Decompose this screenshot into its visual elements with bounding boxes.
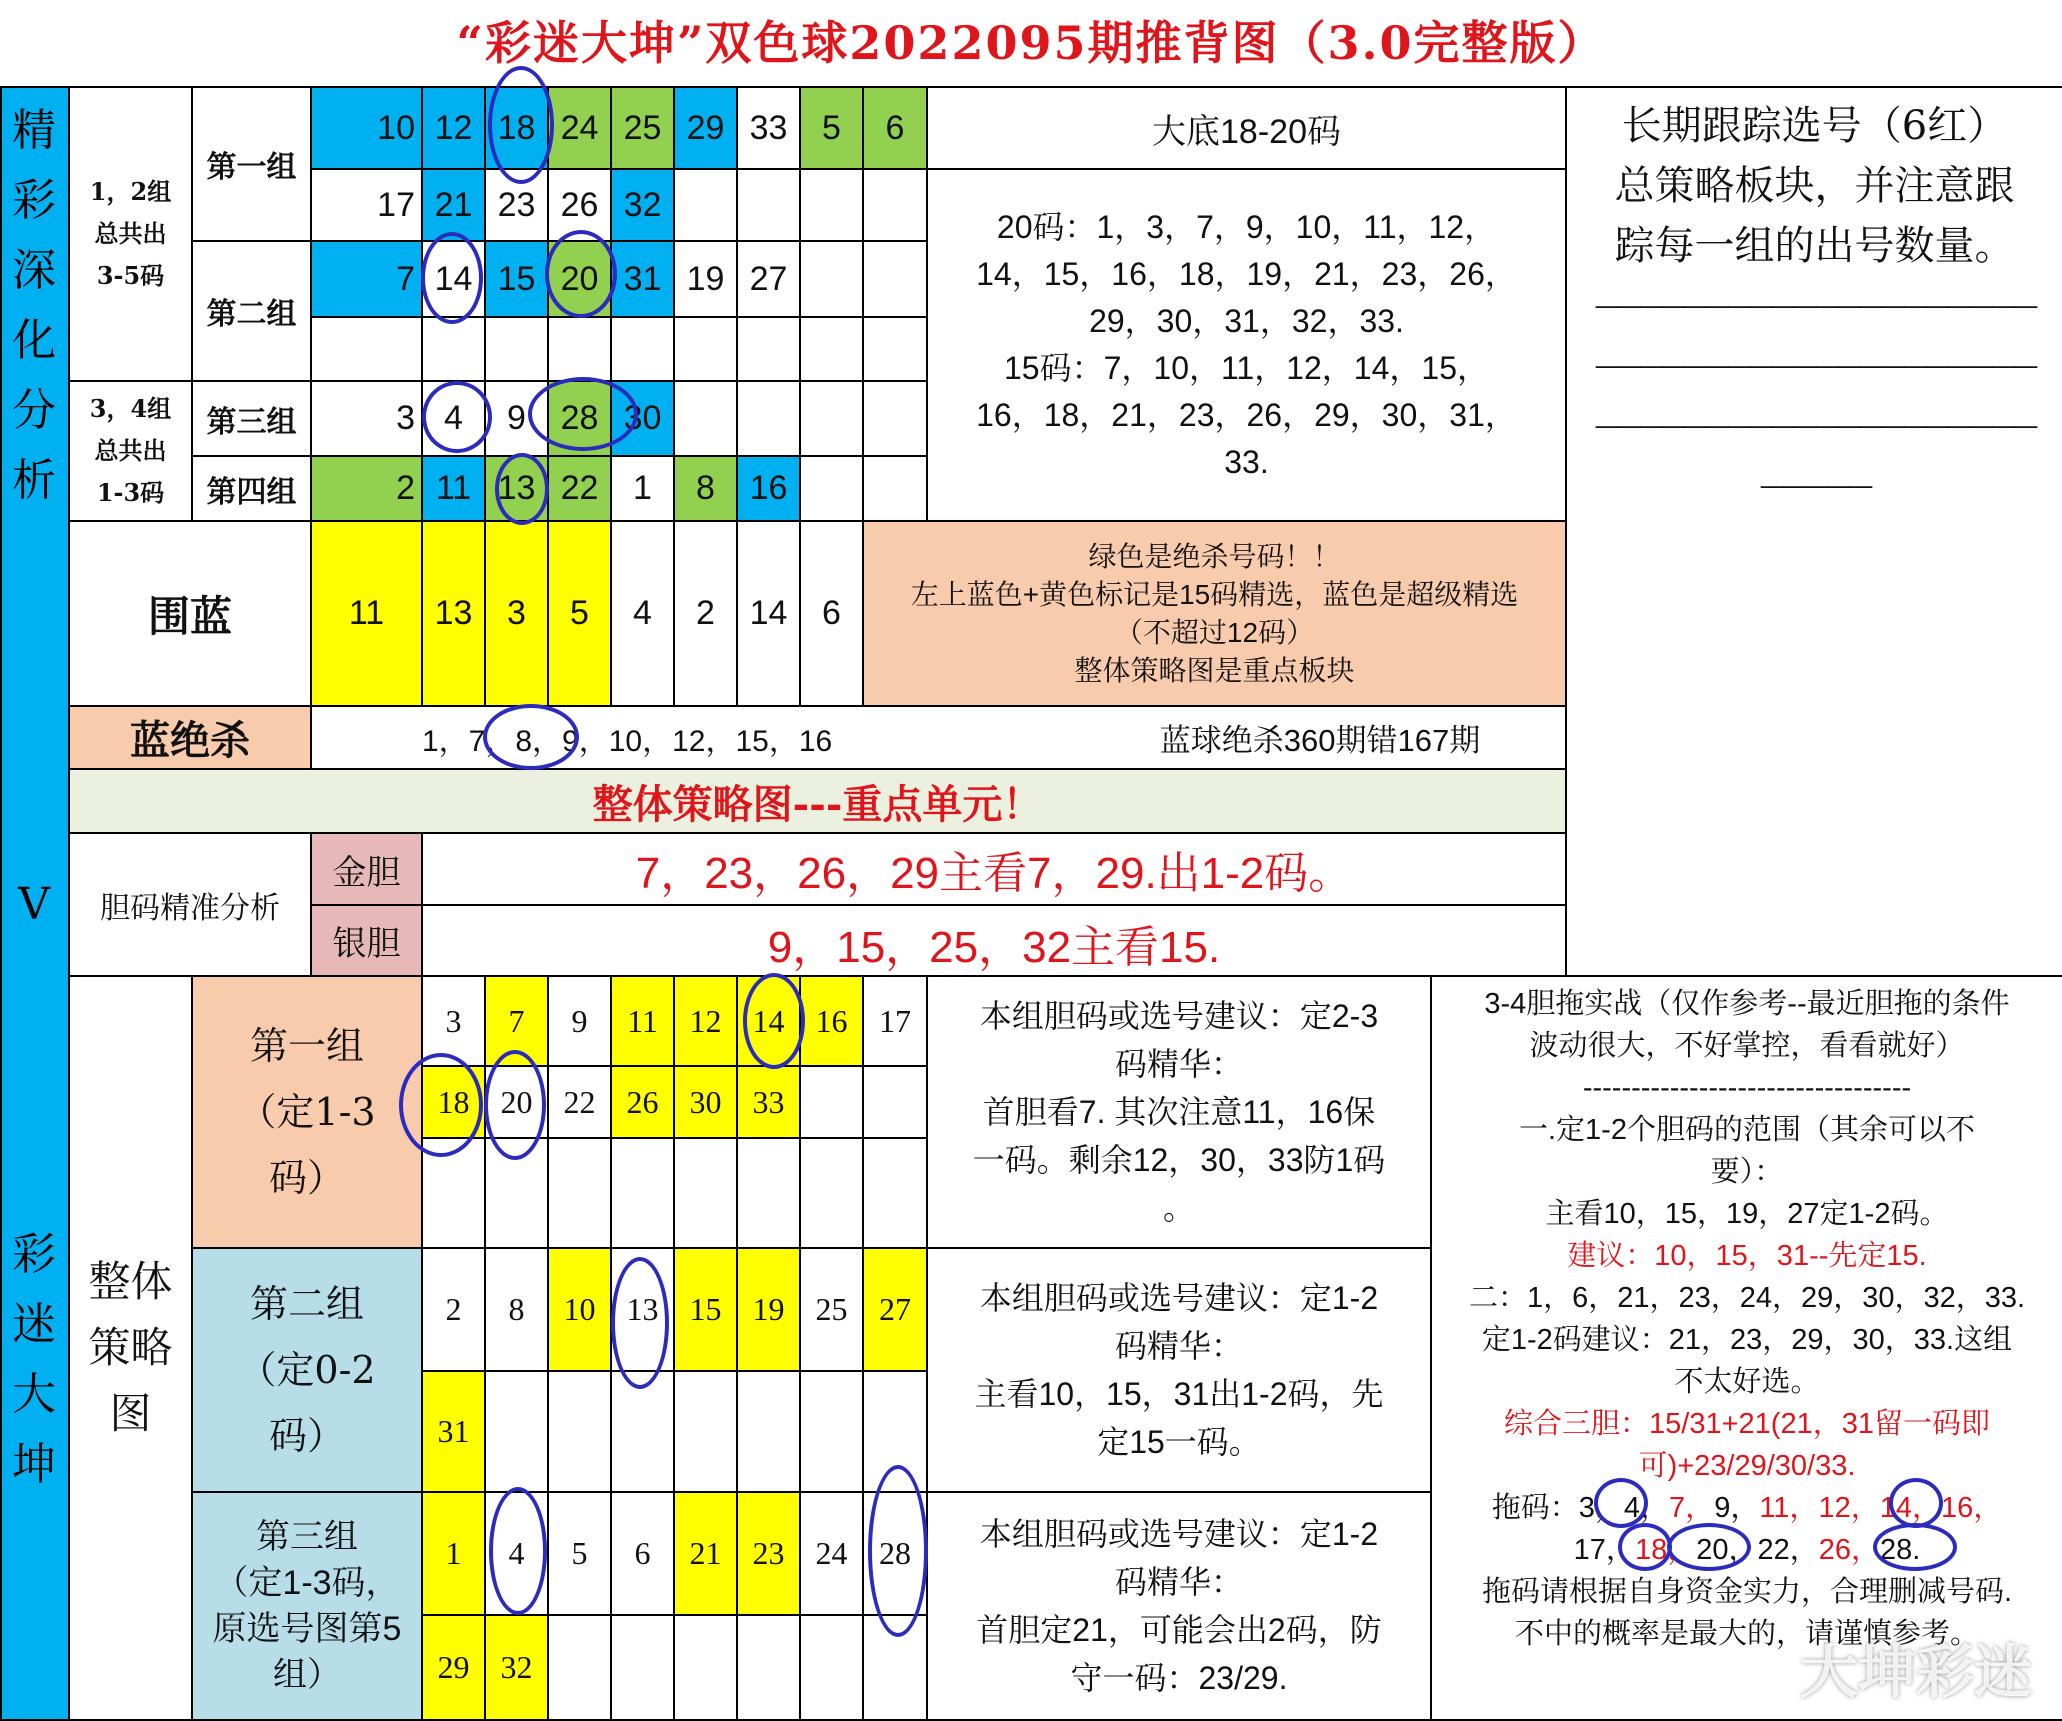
- side-label-v: V: [18, 879, 50, 930]
- group-2-advice: 本组胆码或选号建议：定1-2 码精华： 主看10，15，31出1-2码，先 定15一码。: [926, 1247, 1432, 1493]
- empty-cell: [484, 1370, 549, 1493]
- group-1-advice: 本组胆码或选号建议：定2-3 码精华： 首胆看7. 其次注意11，16保 一码。剩余12，30，33防1码 。: [926, 975, 1432, 1249]
- number-cell: 21: [673, 1491, 738, 1616]
- number-cell: 13: [484, 455, 549, 522]
- circle-8: [483, 704, 579, 770]
- circle-18-strategy: [399, 1053, 483, 1157]
- circle-20: [545, 230, 617, 318]
- number-cell: 4: [484, 1491, 549, 1616]
- circle-tuo-18: [1618, 1523, 1672, 1571]
- number-cell: 9: [484, 380, 549, 457]
- number-cell: 17: [310, 168, 423, 242]
- weilan-number: 5: [547, 520, 612, 707]
- empty-cell: [736, 316, 801, 382]
- number-cell: 16: [736, 455, 801, 522]
- note-groups-3-4: 3，4组 总共出 1-3码: [68, 380, 193, 522]
- number-cell: 30: [673, 1065, 738, 1139]
- empty-cell: [673, 316, 738, 382]
- empty-cell: [310, 316, 423, 382]
- strategy-group-1-label: 第一组 （定1-3 码）: [191, 975, 423, 1249]
- number-cell: 32: [610, 168, 675, 242]
- number-cell: 28: [547, 380, 612, 457]
- number-cell: 22: [547, 455, 612, 522]
- number-cell: 7: [484, 975, 549, 1067]
- weilan-number: 4: [610, 520, 675, 707]
- watermark: 大坤彩迷: [1799, 1640, 2032, 1705]
- number-cell: 7: [310, 240, 423, 318]
- circle-tuo-28: [1873, 1523, 1957, 1571]
- weilan-label: 围蓝: [68, 520, 312, 707]
- empty-cell: [862, 380, 928, 457]
- number-cell: 11: [421, 455, 486, 522]
- empty-cell: [799, 380, 864, 457]
- number-cell: 21: [421, 168, 486, 242]
- empty-cell: [610, 1614, 675, 1721]
- number-cell: 33: [736, 1065, 801, 1139]
- number-cell: 6: [610, 1491, 675, 1616]
- empty-cell: [862, 455, 928, 522]
- empty-cell: [736, 1614, 801, 1721]
- empty-cell: [547, 1370, 612, 1493]
- number-cell: 6: [862, 86, 928, 170]
- danma-label: 胆码精准分析: [68, 832, 312, 977]
- weilan-number: 6: [799, 520, 864, 707]
- circle-4-strategy: [489, 1487, 547, 1615]
- empty-cell: [421, 316, 486, 382]
- number-cell: 20: [547, 240, 612, 318]
- lanjuesha-record: 蓝球绝杀360期错167期: [1159, 723, 1481, 758]
- note-groups-1-2: 1，2组 总共出 3-5码: [68, 86, 193, 382]
- weilan-number: 11: [310, 520, 423, 707]
- gold-label: 金胆: [310, 832, 423, 906]
- number-cell: 19: [736, 1247, 801, 1372]
- number-cell: 17: [862, 975, 928, 1067]
- number-cell: 1: [421, 1491, 486, 1616]
- empty-cell: [736, 1370, 801, 1493]
- number-cell: 11: [610, 975, 675, 1067]
- number-cell: 20: [484, 1065, 549, 1139]
- empty-cell: [862, 168, 928, 242]
- number-cell: 12: [421, 86, 486, 170]
- circle-tuo-14: [1889, 1478, 1943, 1528]
- number-cell: 31: [610, 240, 675, 318]
- strategy-label: 整体 策略 图: [68, 975, 193, 1721]
- number-cell: 5: [547, 1491, 612, 1616]
- number-cell: 30: [610, 380, 675, 457]
- page-title: “彩迷大坤”双色球2022095期推背图（3.0完整版）: [456, 16, 1606, 70]
- empty-cell: [799, 1614, 864, 1721]
- number-cell: 25: [610, 86, 675, 170]
- empty-cell: [862, 240, 928, 318]
- empty-cell: [799, 240, 864, 318]
- circle-4: [422, 381, 492, 453]
- group-label-3: 第三组: [191, 380, 312, 457]
- weilan-number: 13: [421, 520, 486, 707]
- empty-cell: [484, 316, 549, 382]
- strategy-group-3-label: 第三组 （定1-3码， 原选号图第5 组）: [191, 1491, 423, 1721]
- weilan-number: 2: [673, 520, 738, 707]
- circle-28: [528, 377, 638, 451]
- circle-28-strategy: [868, 1465, 928, 1637]
- number-cell: 13: [610, 1247, 675, 1372]
- number-cell: 32: [484, 1614, 549, 1721]
- dantuo-panel: 3-4胆拖实战（仅作参考--最近胆拖的条件 波动很大，不好掌控，看看就好） ---------------------------------- 一.定1-2个胆码的范围（其余可以不 要）： 主看10，15，19，27定1-2码。 建议：10，15，31--先定15. 二：1，6，21，23，24，29，30，32，33. 定1-2码建议：21，23，29，30，33.这组 不太好选。 综合三胆：15/31+21(21，31留一码即 可)+23/29/30/33. 拖码：3，4，7，9，11，12，14，16， 17，18，20，22，26，28. 拖码请根据自身资金实力，合理删减号码. 不中的概率是最大的，请谨慎参考。: [1430, 975, 2062, 1721]
- circle-tuo-4: [1594, 1478, 1648, 1528]
- circle-18: [488, 66, 554, 184]
- number-cell: 15: [484, 240, 549, 318]
- group-label-1: 第一组: [191, 86, 312, 242]
- group-label-4: 第四组: [191, 455, 312, 522]
- empty-cell: [799, 1065, 864, 1139]
- number-cell: 23: [736, 1491, 801, 1616]
- empty-cell: [547, 1614, 612, 1721]
- number-cell: 22: [547, 1065, 612, 1139]
- group-3-advice: 本组胆码或选号建议：定1-2 码精华： 首胆定21，可能会出2码，防 守一码：23/29.: [926, 1491, 1432, 1721]
- number-cell: 2: [421, 1247, 486, 1372]
- tracking-note: 长期跟踪选号（6红） 总策略板块，并注意跟 踪每一组的出号数量。 ———————————————————— ———————————————————— ———————————————————— —————: [1565, 86, 2062, 977]
- strategy-banner: 整体策略图---重点单元！: [68, 768, 1567, 834]
- circle-13: [495, 453, 549, 525]
- empty-cell: [610, 316, 675, 382]
- number-cell: 3: [421, 975, 486, 1067]
- number-cell: 14: [421, 240, 486, 318]
- empty-cell: [673, 1614, 738, 1721]
- number-cell: 29: [673, 86, 738, 170]
- empty-cell: [799, 1137, 864, 1249]
- silver-text: 9，15，25，32主看15.: [421, 904, 1567, 977]
- number-cell: 10: [547, 1247, 612, 1372]
- circle-13-strategy: [611, 1257, 669, 1389]
- side-label-bottom: 彩 迷 大 坤: [12, 1229, 56, 1490]
- number-cell: 9: [547, 975, 612, 1067]
- number-cell: 12: [673, 975, 738, 1067]
- empty-cell: [673, 168, 738, 242]
- number-cell: 18: [421, 1065, 486, 1139]
- number-cell: 15: [673, 1247, 738, 1372]
- circle-14-strategy: [743, 973, 805, 1069]
- number-cell: 23: [484, 168, 549, 242]
- gold-text: 7，23，26，29主看7，29.出1-2码。: [421, 832, 1567, 906]
- number-cell: 33: [736, 86, 801, 170]
- number-cell: 27: [736, 240, 801, 318]
- strategy-group-2-label: 第二组 （定0-2 码）: [191, 1247, 423, 1493]
- empty-cell: [547, 1137, 612, 1249]
- number-cell: 14: [736, 975, 801, 1067]
- weilan-number: 14: [736, 520, 801, 707]
- dadi-list: 20码：1，3，7，9，10，11，12， 14，15，16，18，19，21，23，26， 29，30，31，32，33. 15码：7，10，11，12，14，15， 16，18，21，23，26，29，30，31， 33.: [926, 168, 1567, 522]
- empty-cell: [736, 1137, 801, 1249]
- circle-tuo-20: [1667, 1523, 1751, 1571]
- lanjuesha-values: 1，7，8，9，10，12，15，16: [422, 724, 833, 758]
- number-cell: 25: [799, 1247, 864, 1372]
- number-cell: 5: [799, 86, 864, 170]
- empty-cell: [673, 380, 738, 457]
- number-cell: 8: [673, 455, 738, 522]
- empty-cell: [799, 1370, 864, 1493]
- side-label-top: 精 彩 深 化 分 析: [12, 105, 56, 506]
- number-cell: 2: [310, 455, 423, 522]
- empty-cell: [799, 168, 864, 242]
- number-cell: 18: [484, 86, 549, 170]
- empty-cell: [862, 1065, 928, 1139]
- dadi-title: 大底18-20码: [926, 86, 1567, 170]
- empty-cell: [862, 1137, 928, 1249]
- lanjuesha-label: 蓝绝杀: [68, 705, 312, 770]
- empty-cell: [799, 316, 864, 382]
- number-cell: 4: [421, 380, 486, 457]
- number-cell: 10: [310, 86, 423, 170]
- number-cell: 26: [547, 168, 612, 242]
- empty-cell: [736, 168, 801, 242]
- empty-cell: [736, 380, 801, 457]
- weilan-number: 3: [484, 520, 549, 707]
- number-cell: 3: [310, 380, 423, 457]
- empty-cell: [862, 316, 928, 382]
- silver-label: 银胆: [310, 904, 423, 977]
- empty-cell: [547, 316, 612, 382]
- number-cell: 28: [862, 1491, 928, 1616]
- number-cell: 24: [547, 86, 612, 170]
- weilan-notes: 绿色是绝杀号码！！ 左上蓝色+黄色标记是15码精选，蓝色是超级精选 （不超过12码） 整体策略图是重点板块: [862, 520, 1567, 707]
- number-cell: 8: [484, 1247, 549, 1372]
- empty-cell: [610, 1137, 675, 1249]
- number-cell: 1: [610, 455, 675, 522]
- number-cell: 16: [799, 975, 864, 1067]
- number-cell: 24: [799, 1491, 864, 1616]
- number-cell: 26: [610, 1065, 675, 1139]
- number-cell: 31: [421, 1370, 486, 1493]
- number-cell: 27: [862, 1247, 928, 1372]
- empty-cell: [673, 1137, 738, 1249]
- empty-cell: [799, 455, 864, 522]
- empty-cell: [673, 1370, 738, 1493]
- number-cell: 29: [421, 1614, 486, 1721]
- number-cell: 19: [673, 240, 738, 318]
- circle-14: [421, 232, 483, 324]
- group-label-2: 第二组: [191, 240, 312, 382]
- circle-20-strategy: [484, 1050, 546, 1160]
